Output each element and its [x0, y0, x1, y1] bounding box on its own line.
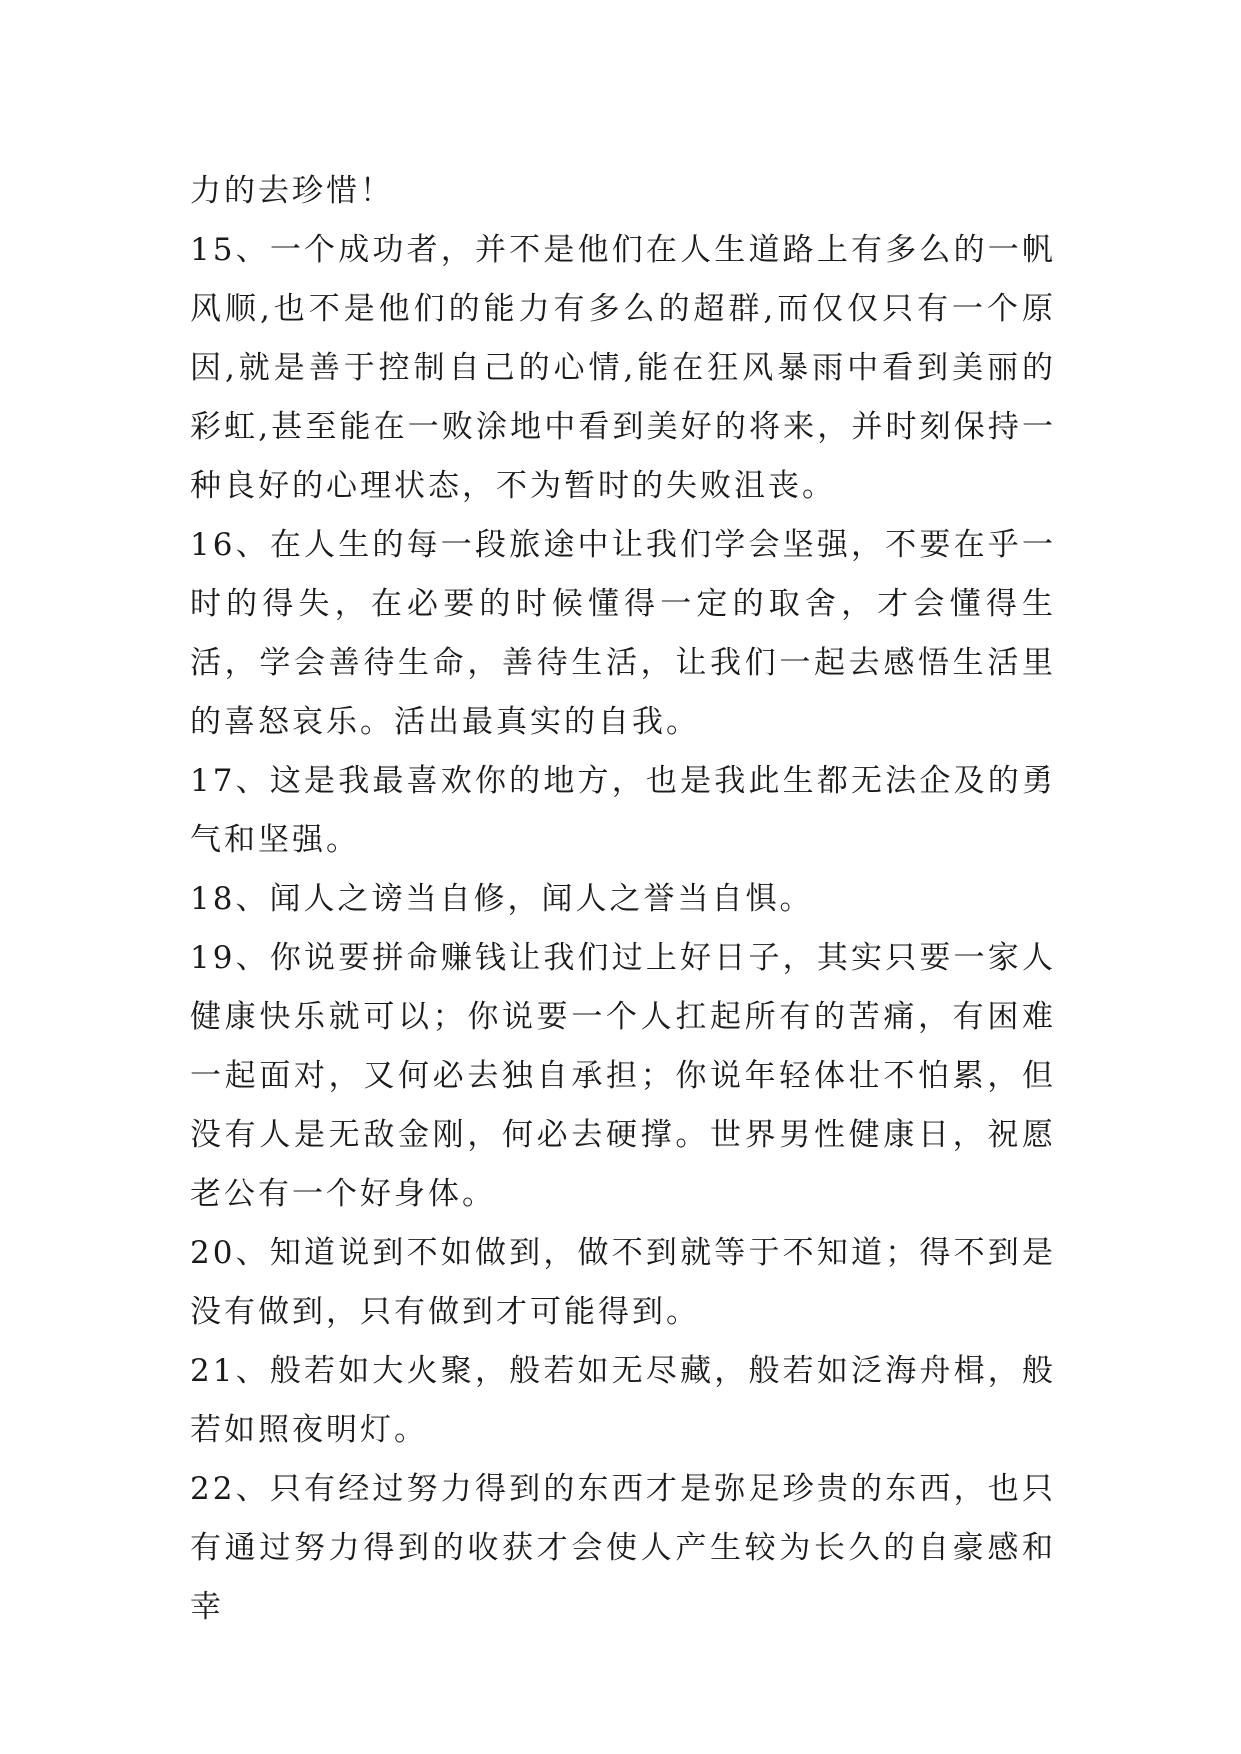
paragraph-18: 18、闻人之谤当自修，闻人之誉当自惧。: [190, 881, 814, 917]
paragraph-19: 19、你说要拼命赚钱让我们过上好日子，其实只要一家人健康快乐就可以；你说要一个人扛起所有的苦痛，有困难一起面对，又何必去独自承担；你说年轻体壮不怕累，但没有人是无敌金刚，何必去硬撑。世界男性健康日，祝愿老公有一个好身体。: [190, 940, 1056, 1212]
paragraph-22: 22、只有经过努力得到的东西才是弥足珍贵的东西，也只有通过努力得到的收获才会使人产生较为长久的自豪感和幸: [190, 1471, 1056, 1625]
paragraph-17: 17、这是我最喜欢你的地方，也是我此生都无法企及的勇气和坚强。: [190, 763, 1056, 858]
paragraph-15: 15、一个成功者，并不是他们在人生道路上有多么的一帆风顺,也不是他们的能力有多么的超群,而仅仅只有一个原因,就是善于控制自己的心情,能在狂风暴雨中看到美丽的彩虹,甚至能在一败涂地中看到美好的将来，并时刻保持一种良好的心理状态，不为暂时的失败沮丧。: [190, 232, 1056, 504]
paragraph-20: 20、知道说到不如做到，做不到就等于不知道；得不到是没有做到，只有做到才可能得到。: [190, 1235, 1056, 1330]
document-body: [190, 162, 1056, 1637]
paragraph-continuation: 力的去珍惜！: [190, 173, 394, 209]
paragraph-16: 16、在人生的每一段旅途中让我们学会坚强，不要在乎一时的得失，在必要的时候懂得一定的取舍，才会懂得生活，学会善待生命，善待生活，让我们一起去感悟生活里的喜怒哀乐。活出最真实的自我。: [190, 527, 1056, 740]
paragraph-21: 21、般若如大火聚，般若如无尽藏，般若如泛海舟楫，般若如照夜明灯。: [190, 1353, 1056, 1448]
